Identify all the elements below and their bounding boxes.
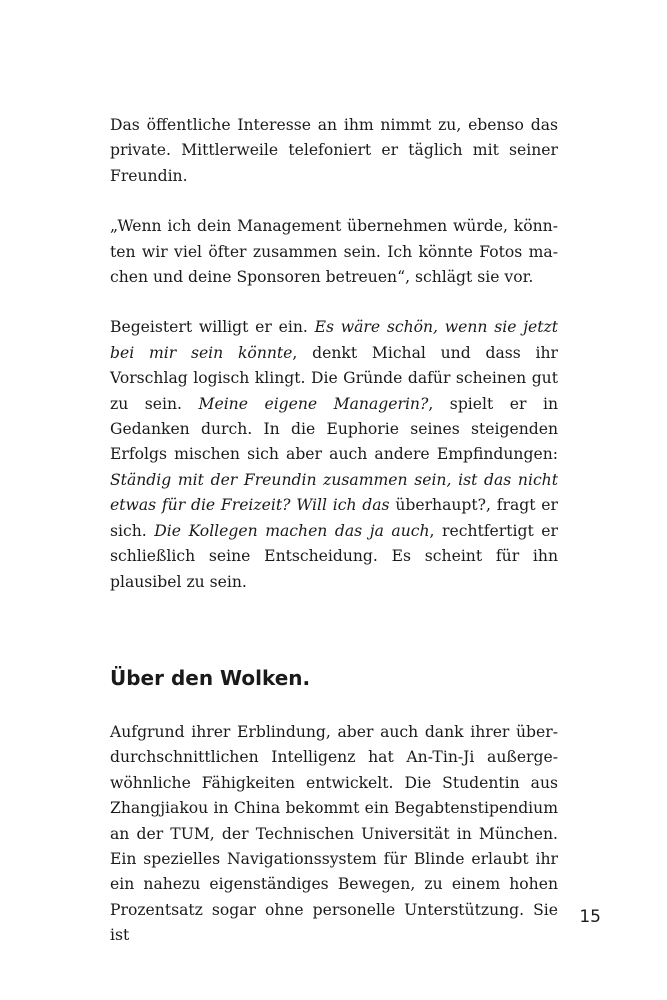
italic-thought: Ständig mit der Freundin zusammen sein, ist das nicht etwas für die Freizeit? Will ich das	[110, 470, 558, 515]
paragraph-4: Aufgrund ihrer Erblindung, aber auch dank ihrer überdurchschnittlichen Intelligenz hat An-Tin-Ji außergewöhnliche Fähigkeiten entwickelt. Die Studentin aus Zhangjiakou in China bekommt ein Begabtenstipendium an der TUM, der Technischen Universität in München. Ein spezielles Navigationssystem für Blinde erlaubt ihr ein nahezu eigenständiges Bewegen, zu einem hohen Prozentsatz sogar ohne personelle Unterstützung. Sie ist	[110, 722, 558, 945]
paragraph-1: Das öffentliche Interesse an ihm nimmt zu, ebenso das private. Mittlerweile telefoniert er täglich mit seiner Freundin.	[110, 116, 558, 185]
paragraph-gap	[110, 189, 558, 214]
page-number: 15	[579, 907, 601, 927]
text-run: Begeistert willigt er ein.	[110, 318, 315, 337]
paragraph-3	[110, 315, 558, 594]
heading-gap	[110, 692, 558, 720]
text-run: überhaupt?, fragt er sich.	[110, 496, 558, 540]
italic-thought: Meine eigene Managerin?	[198, 394, 429, 413]
paragraph-gap	[110, 290, 558, 315]
section-gap	[110, 595, 558, 664]
italic-thought: Es wäre schön, wenn sie jetzt bei mir sein könnte	[110, 318, 559, 362]
text-run: , spielt er in Gedanken durch. In die Euphorie seines steigenden Erfolgs mischen sich aber auch andere Empfindungen:	[110, 394, 558, 464]
italic-thought: Die Kollegen machen das ja auch	[154, 521, 430, 540]
text-run: , denkt Michal und dass ihr Vorschlag logisch klingt. Die Gründe dafür scheinen gut zu sein.	[110, 343, 559, 413]
section-heading: Über den Wolken.	[110, 665, 311, 690]
paragraph-2: „Wenn ich dein Management übernehmen würde, könnten wir viel öfter zusammen sein. Ich könnte Fotos machen und deine Sponsoren betreuen“, schlägt sie vor.	[110, 217, 558, 287]
page-body	[110, 113, 558, 949]
text-run: , rechtfertigt er schließlich seine Entscheidung. Es scheint für ihn plausibel zu sein.	[110, 521, 558, 591]
